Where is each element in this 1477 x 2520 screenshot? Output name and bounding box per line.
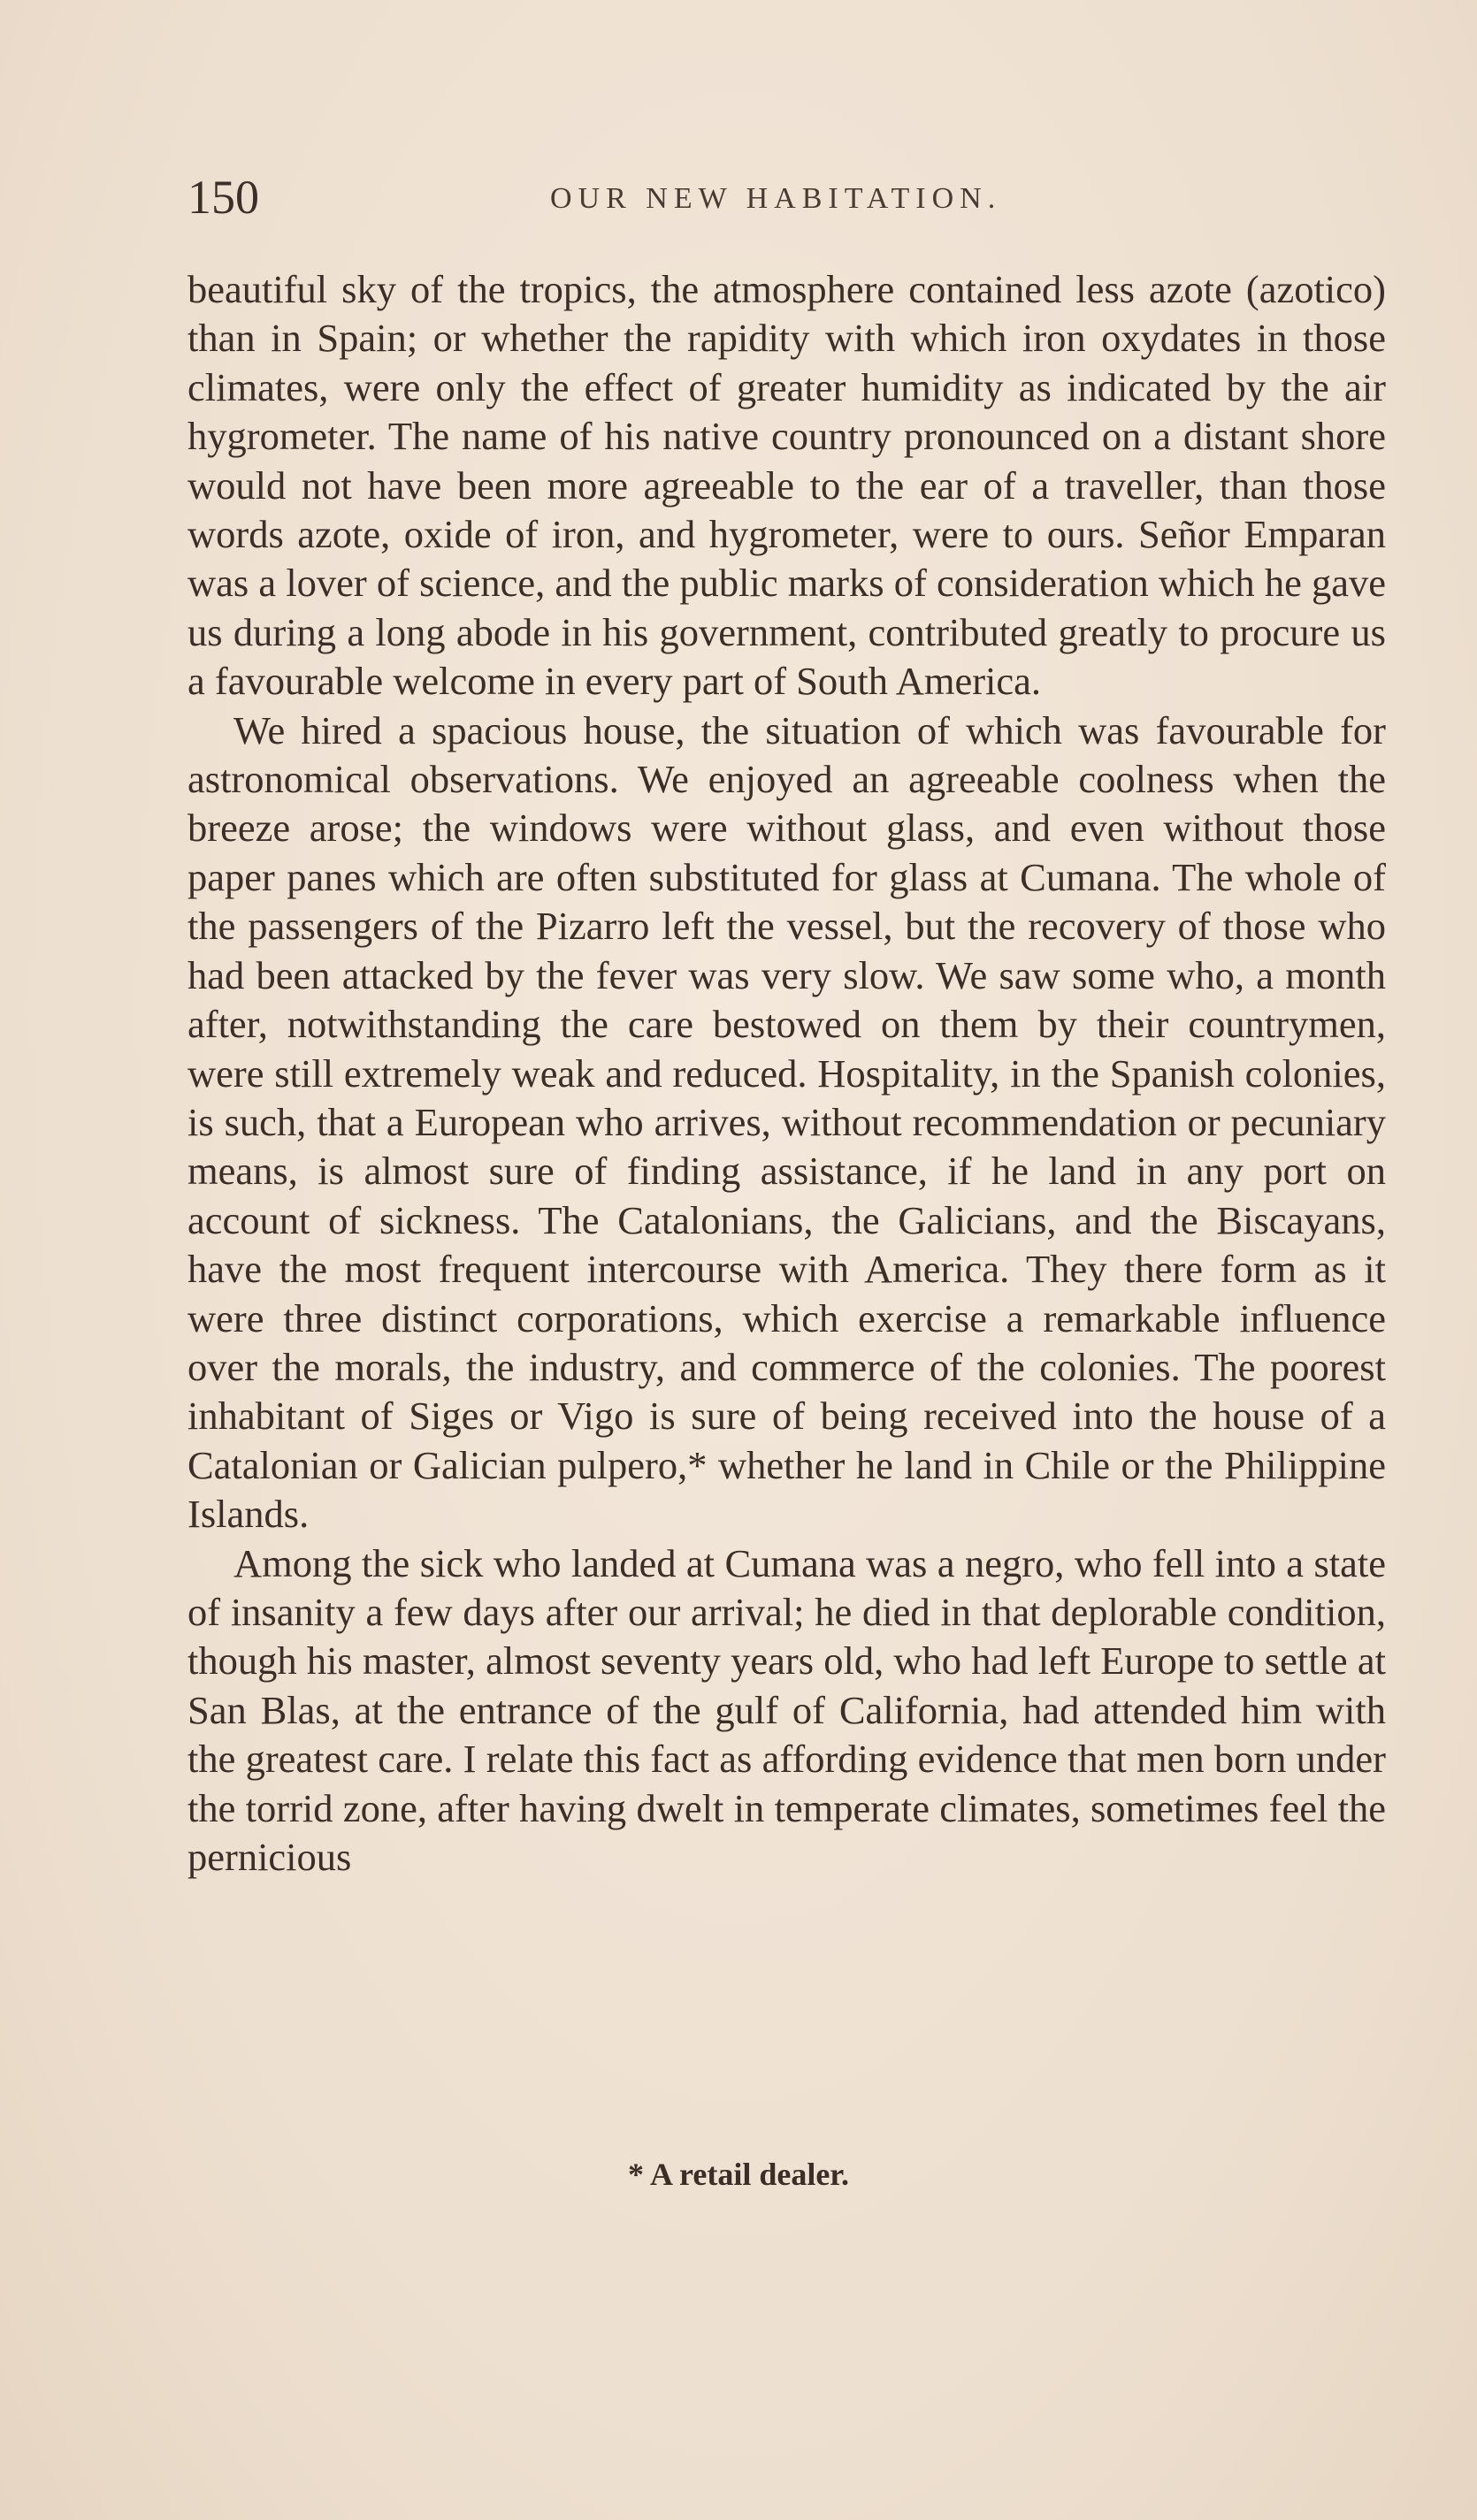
page-header	[187, 170, 1390, 232]
running-title: OUR NEW HABITATION.	[550, 182, 1002, 215]
footnote: * A retail dealer.	[628, 2157, 849, 2192]
paragraph-1: beautiful sky of the tropics, the atmosphere contained less azote (azotico) than in Spain; or whether the rapidity with which iron oxydates in those climates, were only the effect of greater humidity as indicated by the air hygrometer. The name of his native country pronounced on a distant shore would not have been more agreeable to the ear of a traveller, than those words azote, oxide of iron, and hygrometer, were to ours. Señor Emparan was a lover of science, and the public marks of consideration which he gave us during a long abode in his government, contributed greatly to procure us a favourable welcome in every part of South America.	[187, 267, 1386, 704]
paragraph-2: We hired a spacious house, the situation of which was favourable for astronomical observations. We enjoyed an agreeable coolness when the breeze arose; the windows were without glass, and even without those paper panes which are often substituted for glass at Cumana. The whole of the passengers of the Pizarro left the vessel, but the recovery of those who had been attacked by the fever was very slow. We saw some who, a month after, notwithstanding the care bestowed on them by their countrymen, were still extremely weak and reduced. Hospitality, in the Spanish colonies, is such, that a European who arrives, without recommendation or pecuniary means, is almost sure of finding assistance, if he land in any port on account of sickness. The Catalonians, the Galicians, and the Biscayans, have the most frequent intercourse with America. They there form as it were three distinct corporations, which exercise a remarkable influence over the morals, the industry, and commerce of the colonies. The poorest inhabitant of Siges or Vigo is sure of being received into the house of a Catalonian or Galician pulpero,* whether he land in Chile or the Philippine Islands.	[187, 707, 1386, 1537]
page-number: 150	[187, 171, 259, 224]
body-text	[187, 265, 1386, 1882]
paragraph-3: Among the sick who landed at Cumana was a negro, who fell into a state of insanity a few days after our arrival; he died in that deplorable condition, though his master, almost seventy years old, who had left Europe to settle at San Blas, at the entrance of the gulf of California, had attended him with the greatest care. I relate this fact as affording evidence that men born under the torrid zone, after having dwelt in temperate climates, sometimes feel the pernicious	[187, 1540, 1386, 1879]
